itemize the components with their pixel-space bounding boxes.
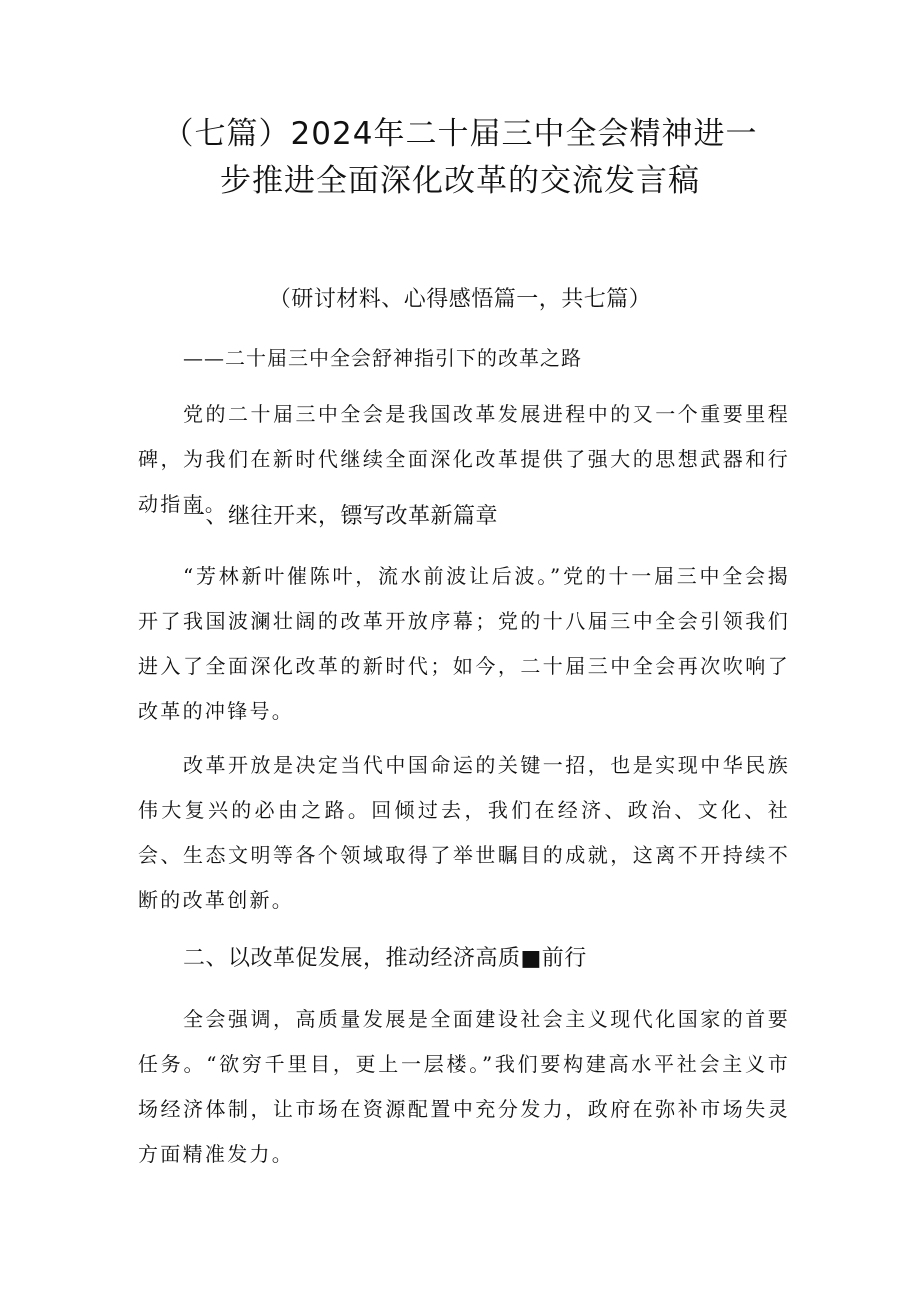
paragraph-section1-a: “芳林新叶催陈叶，流水前波让后波。”党的十一届三中全会揭开了我国波澜壮阔的改革开放序幕；党的十八届三中全会引领我们进入了全面深化改革的新时代；如今，二十届三中全会再次吹响了改革的冲锋号。 bbox=[138, 564, 790, 723]
document-title-line2: 步推进全面深化改革的交流发言稿 bbox=[220, 163, 700, 199]
section-heading-2: 二、以改革促发展，推动经济高质■前行 bbox=[183, 946, 587, 971]
document-subtitle: （研讨材料、心得感悟篇一，共七篇） bbox=[268, 287, 652, 312]
paragraph-section2-a: 全会强调，高质量发展是全面建设社会主义现代化国家的首要任务。“欲穷千里目，更上一层楼。”我们要构建高水平社会主义市场经济体制，让市场在资源配置中充分发力，政府在弥补市场失灵方面精准发力。 bbox=[138, 1007, 790, 1166]
paragraph-intro: 党的二十届三中全会是我国改革发展进程中的又一个重要里程碑，为我们在新时代继续全面深化改革提供了强大的思想武器和行动指南。 bbox=[138, 402, 790, 516]
document-title-line1: （七篇）2024年二十届三中全会精神进一 bbox=[162, 116, 758, 152]
section-heading-1: 一、继往开来，镖写改革新篇章 bbox=[183, 504, 499, 529]
document-tagline: ——二十届三中全会舒神指引下的改革之路 bbox=[183, 346, 582, 370]
paragraph-section1-b: 改革开放是决定当代中国命运的关键一招，也是实现中华民族伟大复兴的必由之路。回倾过去，我们在经济、政治、文化、社会、生态文明等各个领域取得了举世瞩目的成就，这离不开持续不断的改革创新。 bbox=[138, 753, 790, 912]
